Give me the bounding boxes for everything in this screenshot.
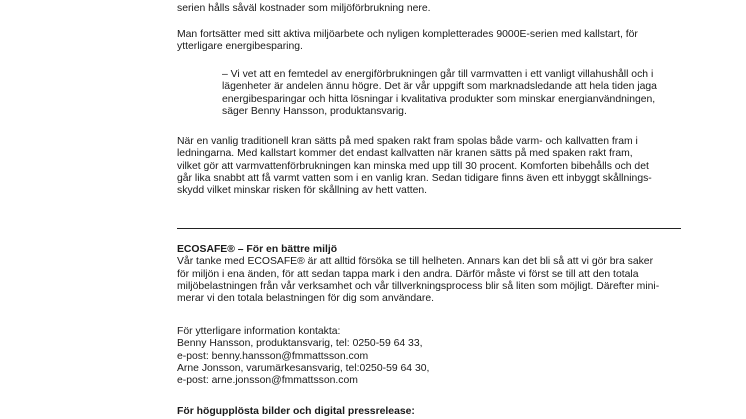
contact-section (177, 326, 697, 387)
text-line: Man fortsätter med sitt aktiva miljöarbete och nyligen kompletterades 9000E-serien med kallstart, för (177, 29, 638, 40)
quote-line: – Vi vet att en femtedel av energiförbrukningen går till varmvatten i ett vanligt villahushåll och i (222, 69, 654, 80)
paragraph-intro-tail (177, 3, 697, 15)
text-line: serien hålls såväl kostnader som miljöförbrukning nere. (177, 3, 431, 14)
paragraph-kallstart (177, 29, 697, 54)
text-line: skydd vilket minskar risken för skållning av hett vatten. (177, 185, 428, 197)
text-line: Vår tanke med ECOSAFE® är att alltid försöka se till helheten. Annars kan det bli så att vi gör bra saker (177, 256, 654, 268)
section-divider (177, 228, 681, 229)
contact-email: e-post: arne.jonsson@fmmattsson.com (177, 375, 358, 387)
text-line: miljöbelastningen från vår verksamhet och vår tillverkningsprocess blir så liten som möjligt. Därefter mini- (177, 280, 660, 292)
press-heading: För högupplösta bilder och digital pressrelease: (177, 406, 415, 417)
quote-line: säger Benny Hansson, produktansvarig. (222, 105, 407, 117)
quote-line: energibesparingar och hitta lösningar i kvalitativa produkter som minskar energianvändningen, (222, 93, 656, 105)
contact-line: Benny Hansson, produktansvarig, tel: 0250-59 64 33, (177, 338, 423, 350)
ecosafe-heading: ECOSAFE® – För en bättre miljö (177, 244, 338, 255)
quote-block (222, 69, 692, 118)
text-line: går lika snabbt att få varmt vatten som i en vanlig kran. Sedan tidigare finns även ett inbyggt skållnings- (177, 172, 652, 184)
ecosafe-section (177, 244, 697, 305)
contact-email: e-post: benny.hansson@fmmattsson.com (177, 350, 369, 362)
text-line: för miljön i ena änden, för att sedan tappa mark i den andra. Därför måste vi först se till att den totala (177, 268, 639, 280)
press-section (177, 406, 697, 418)
paragraph-faucet (177, 136, 697, 197)
text-line: ytterligare energibesparing. (177, 41, 303, 53)
contact-intro: För ytterligare information kontakta: (177, 326, 341, 337)
text-line: När en vanlig traditionell kran sätts på med spaken rakt fram spolas både varm- och kallvatten fram i (177, 136, 638, 147)
text-line: vilket gör att varmvattenförbrukningen kan minska med upp till 30 procent. Komforten bibehålls och det (177, 160, 649, 172)
text-line: ledningarna. Med kallstart kommer det endast kallvatten när kranen sätts på med spaken rakt fram, (177, 148, 633, 160)
contact-line: Arne Jonsson, varumärkesansvarig, tel:0250-59 64 30, (177, 362, 430, 374)
text-line: merar vi den totala belastningen för dig som användare. (177, 293, 435, 305)
quote-line: lägenheter är andelen ännu högre. Det är vår uppgift som marknadsledande att hela tiden jaga (222, 81, 657, 93)
